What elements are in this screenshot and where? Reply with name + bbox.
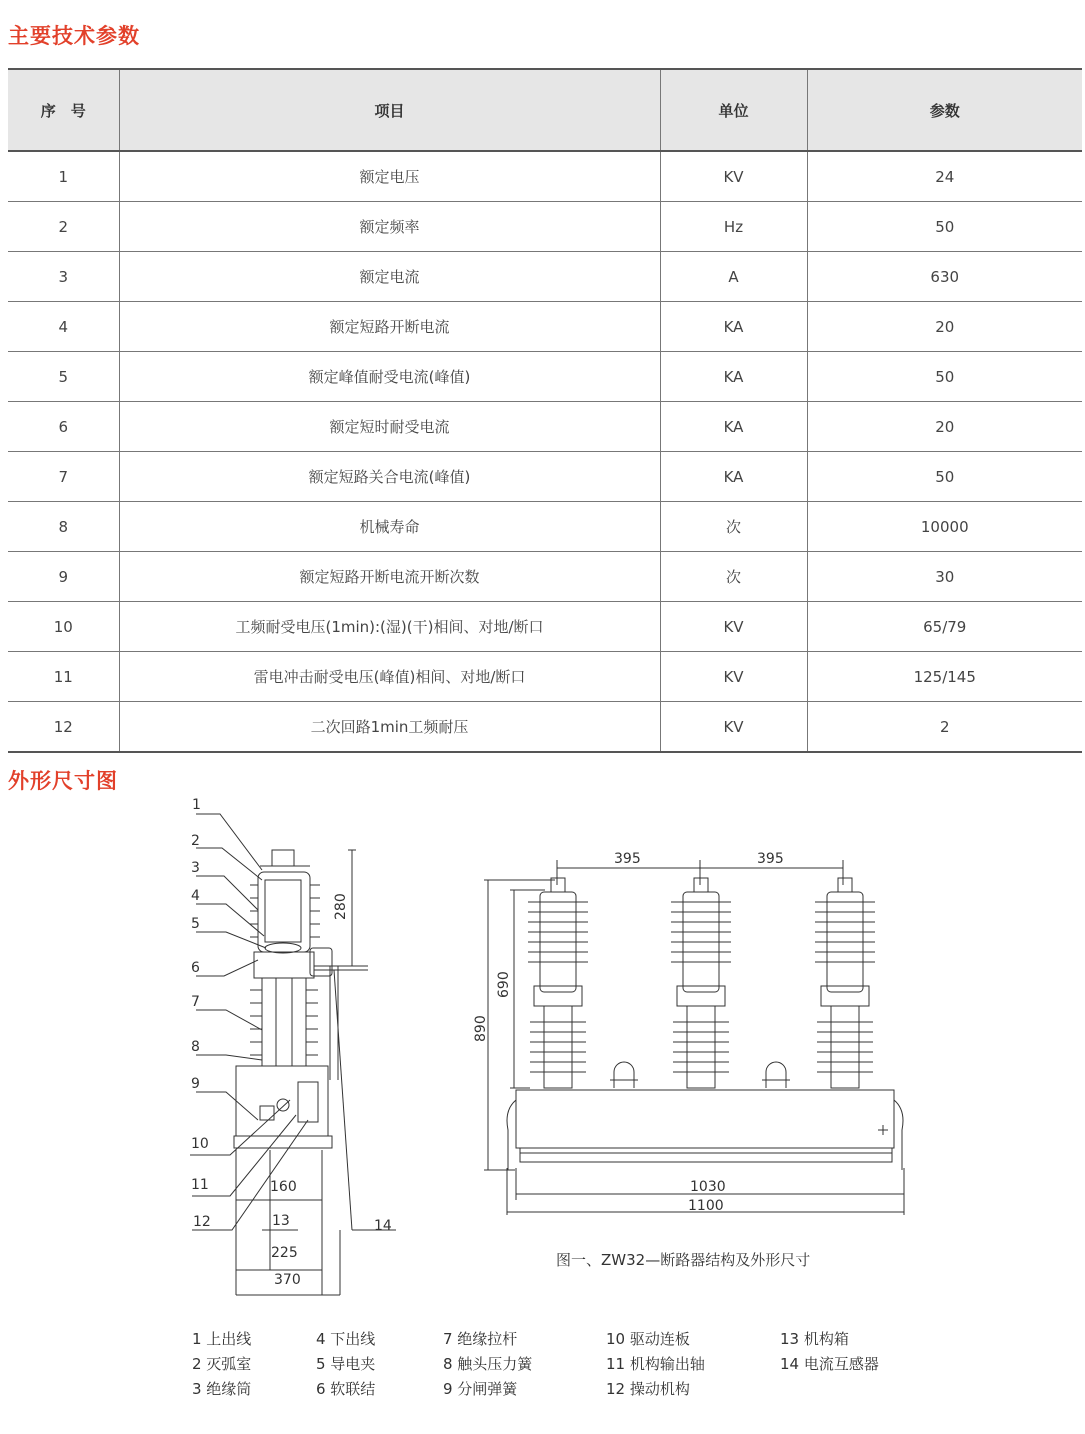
dim-370: 370 <box>274 1272 301 1288</box>
legend-item: 2 灭弧室 <box>192 1355 252 1373</box>
dim-13: 13 <box>272 1213 290 1229</box>
cell-unit: KV <box>660 602 807 652</box>
dim-890: 890 <box>473 1015 489 1042</box>
dim-1030: 1030 <box>690 1179 726 1195</box>
cell-unit: KV <box>660 702 807 753</box>
cell-index: 11 <box>8 652 119 702</box>
cell-value: 50 <box>807 452 1082 502</box>
table-row <box>8 202 1082 252</box>
table-row <box>8 402 1082 452</box>
legend-item: 13 机构箱 <box>780 1330 849 1348</box>
dim-395-right: 395 <box>757 851 784 867</box>
legend-column-2 <box>316 1327 375 1402</box>
callout-1: 1 <box>192 797 201 813</box>
cell-unit: A <box>660 252 807 302</box>
table-row <box>8 151 1082 202</box>
spec-table <box>8 68 1082 753</box>
header-unit: 单位 <box>660 69 807 151</box>
side-view-drawing <box>190 814 396 1295</box>
callout-9: 9 <box>191 1076 200 1092</box>
cell-index: 1 <box>8 151 119 202</box>
table-row <box>8 702 1082 753</box>
dim-690: 690 <box>496 971 512 998</box>
cell-item: 额定峰值耐受电流(峰值) <box>119 352 660 402</box>
section-title-specs: 主要技术参数 <box>8 24 140 48</box>
legend-item: 9 分闸弹簧 <box>443 1380 518 1398</box>
table-row <box>8 302 1082 352</box>
cell-index: 12 <box>8 702 119 753</box>
table-row <box>8 352 1082 402</box>
breaker-dimension-drawing <box>0 790 1085 1310</box>
callout-2: 2 <box>191 833 200 849</box>
cell-unit: 次 <box>660 552 807 602</box>
section-title-dimensions: 外形尺寸图 <box>8 769 118 793</box>
cell-value: 50 <box>807 202 1082 252</box>
cell-index: 2 <box>8 202 119 252</box>
legend-item: 3 绝缘筒 <box>192 1380 252 1398</box>
legend-item: 8 触头压力簧 <box>443 1355 533 1373</box>
legend-item: 1 上出线 <box>192 1330 252 1348</box>
cell-index: 10 <box>8 602 119 652</box>
cell-item: 额定电压 <box>119 151 660 202</box>
cell-value: 30 <box>807 552 1082 602</box>
callout-7: 7 <box>191 994 200 1010</box>
cell-index: 8 <box>8 502 119 552</box>
cell-unit: KV <box>660 151 807 202</box>
cell-value: 125/145 <box>807 652 1082 702</box>
legend-item: 11 机构输出轴 <box>606 1355 705 1373</box>
cell-index: 6 <box>8 402 119 452</box>
front-view-drawing <box>484 860 904 1215</box>
cell-item: 额定频率 <box>119 202 660 252</box>
cell-value: 24 <box>807 151 1082 202</box>
cell-value: 20 <box>807 402 1082 452</box>
legend-item: 6 软联结 <box>316 1380 376 1398</box>
cell-item: 机械寿命 <box>119 502 660 552</box>
cell-item: 额定电流 <box>119 252 660 302</box>
cell-index: 9 <box>8 552 119 602</box>
cell-unit: Hz <box>660 202 807 252</box>
legend-column-3 <box>443 1327 532 1402</box>
dim-1100: 1100 <box>688 1198 724 1214</box>
header-item: 项目 <box>119 69 660 151</box>
cell-unit: 次 <box>660 502 807 552</box>
legend-item: 5 导电夹 <box>316 1355 376 1373</box>
callout-5: 5 <box>191 916 200 932</box>
cell-unit: KA <box>660 402 807 452</box>
callout-10: 10 <box>191 1136 209 1152</box>
legend-item: 7 绝缘拉杆 <box>443 1330 518 1348</box>
callout-4: 4 <box>191 888 200 904</box>
dim-395-left: 395 <box>614 851 641 867</box>
legend-item: 12 操动机构 <box>606 1380 690 1398</box>
cell-value: 630 <box>807 252 1082 302</box>
cell-value: 20 <box>807 302 1082 352</box>
table-row <box>8 552 1082 602</box>
dim-225: 225 <box>271 1245 298 1261</box>
figure-caption: 图一、ZW32—断路器结构及外形尺寸 <box>556 1251 811 1269</box>
cell-item: 额定短时耐受电流 <box>119 402 660 452</box>
header-value: 参数 <box>807 69 1082 151</box>
dim-160: 160 <box>270 1179 297 1195</box>
table-row <box>8 252 1082 302</box>
cell-value: 10000 <box>807 502 1082 552</box>
cell-item: 额定短路开断电流开断次数 <box>119 552 660 602</box>
table-row <box>8 652 1082 702</box>
callout-12: 12 <box>193 1214 211 1230</box>
cell-value: 65/79 <box>807 602 1082 652</box>
callout-6: 6 <box>191 960 200 976</box>
dim-280: 280 <box>333 893 349 920</box>
cell-item: 雷电冲击耐受电压(峰值)相间、对地/断口 <box>119 652 660 702</box>
legend-column-1 <box>192 1327 251 1402</box>
legend-item: 14 电流互感器 <box>780 1355 879 1373</box>
table-header-row <box>8 69 1082 151</box>
header-index: 序 号 <box>8 69 119 151</box>
cell-unit: KA <box>660 452 807 502</box>
legend-column-4 <box>606 1327 705 1402</box>
table-row <box>8 602 1082 652</box>
cell-value: 2 <box>807 702 1082 753</box>
cell-item: 二次回路1min工频耐压 <box>119 702 660 753</box>
cell-item: 额定短路开断电流 <box>119 302 660 352</box>
cell-index: 4 <box>8 302 119 352</box>
cell-item: 工频耐受电压(1min):(湿)(干)相间、对地/断口 <box>119 602 660 652</box>
legend-item: 4 下出线 <box>316 1330 376 1348</box>
legend-column-5 <box>780 1327 879 1377</box>
cell-index: 5 <box>8 352 119 402</box>
callout-8: 8 <box>191 1039 200 1055</box>
dim-14: 14 <box>374 1218 392 1234</box>
legend-item: 10 驱动连板 <box>606 1330 690 1348</box>
table-row <box>8 502 1082 552</box>
callout-11: 11 <box>191 1177 209 1193</box>
cell-unit: KV <box>660 652 807 702</box>
callout-3: 3 <box>191 860 200 876</box>
cell-index: 7 <box>8 452 119 502</box>
cell-item: 额定短路关合电流(峰值) <box>119 452 660 502</box>
cell-value: 50 <box>807 352 1082 402</box>
cell-index: 3 <box>8 252 119 302</box>
cell-unit: KA <box>660 352 807 402</box>
cell-unit: KA <box>660 302 807 352</box>
table-row <box>8 452 1082 502</box>
